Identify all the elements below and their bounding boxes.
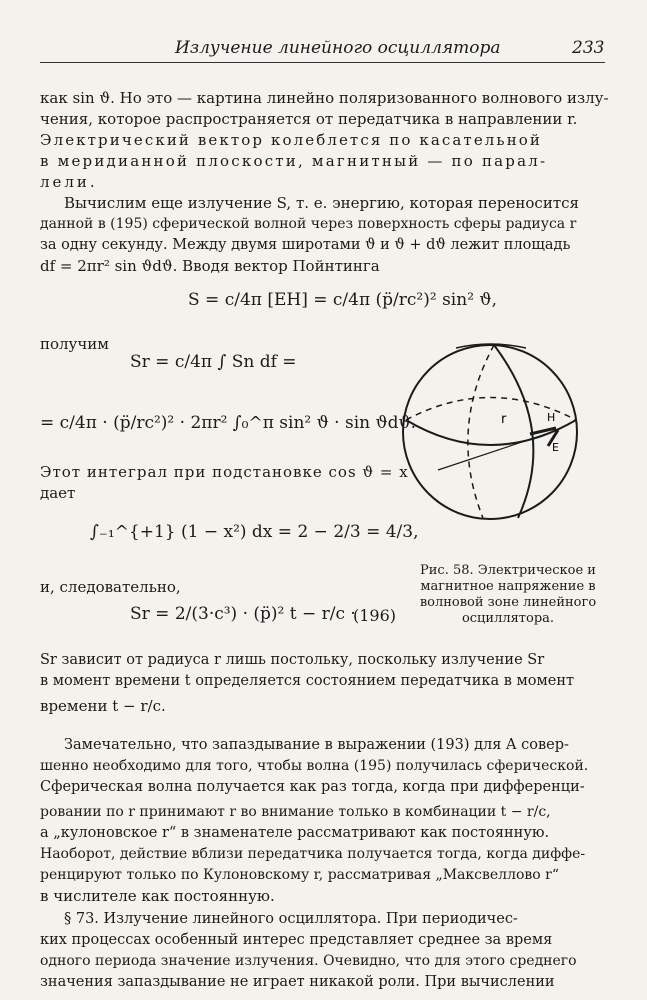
- label-r: r: [501, 412, 507, 427]
- figure-caption-line: осциллятора.: [461, 611, 555, 626]
- text-sledovatelno: и, следовательно,: [40, 578, 181, 596]
- formula-substitution: ∫₋₁^{+1} (1 − x²) dx = 2 − 2/3 = 4/3,: [90, 522, 419, 542]
- radius-line: [438, 430, 558, 470]
- body-line: а „кулоновское r“ в знаменателе рассматривают как постоянную.: [40, 825, 550, 841]
- running-header-title: Излучение линейного осциллятора: [175, 38, 501, 58]
- body-line: ровании по r принимают r во внимание только в комбинации t − r/c,: [40, 804, 551, 820]
- figure-caption-line: Рис. 58. Электрическое и: [420, 563, 596, 578]
- body-line: Sr зависит от радиуса r лишь постольку, поскольку излучение Sr: [40, 652, 545, 668]
- body-line: Сферическая волна получается как раз тогда, когда при дифференци-: [40, 779, 585, 795]
- body-line: Электрический вектор колеблется по касательной: [40, 131, 543, 149]
- body-line: за одну секунду. Между двумя широтами ϑ и ϑ + dϑ лежит площадь: [40, 237, 571, 253]
- text-integral-substitution: Этот интеграл при подстановке cos ϑ = x: [40, 463, 409, 481]
- body-line: в момент времени t определяется состоянием передатчика в момент: [40, 673, 575, 689]
- body-line: шенно необходимо для того, чтобы волна (195) получилась сферической.: [40, 758, 589, 774]
- page-number: 233: [572, 38, 605, 58]
- header-rule: [40, 62, 605, 63]
- label-h: H: [547, 411, 556, 424]
- body-line: данной в (195) сферической волной через поверхность сферы радиуса r: [40, 216, 577, 232]
- body-line: в числителе как постоянную.: [40, 887, 275, 905]
- formula-sr-result: Sr = 2/(3·c³) · (p̈)² t − r/c ·: [130, 604, 356, 624]
- body-line: как sin ϑ. Но это — картина линейно поляризованного волнового излу-: [40, 89, 609, 107]
- formula-sr-integral: Sr = c/4π ∫ Sn df =: [130, 352, 297, 372]
- figure-caption-line: магнитное напряжение в: [420, 579, 596, 594]
- text-poluchim: получим: [40, 335, 109, 353]
- body-line: одного периода значение излучения. Очевидно, что для этого среднего: [40, 953, 577, 969]
- meridian-back: [468, 345, 494, 518]
- body-line: Замечательно, что запаздывание в выражении (193) для A совер-: [64, 737, 569, 753]
- body-line: df = 2πr² sin ϑdϑ. Вводя вектор Пойнтинга: [40, 257, 380, 275]
- equation-number: (196): [353, 606, 397, 625]
- body-line: ренцируют только по Кулоновскому r, рассматривая „Максвеллово r“: [40, 867, 560, 883]
- formula-poynting: S = c/4π [EH] = c/4π (p̈/rc²)² sin² ϑ,: [188, 290, 497, 310]
- meridian-front: [494, 345, 533, 518]
- body-line: Вычислим еще излучение S, т. е. энергию, которая переносится: [64, 194, 579, 212]
- body-line: в меридианной плоскости, магнитный — по парал-: [40, 152, 548, 170]
- figure-caption-line: волновой зоне линейного: [419, 595, 597, 610]
- figure-sphere: [398, 320, 588, 550]
- body-line: Наоборот, действие вблизи передатчика получается тогда, когда диффе-: [40, 846, 586, 862]
- formula-sr-integral-expanded: = c/4π · (p̈/rc²)² · 2πr² ∫₀^π sin² ϑ · sin ϑdϑ.: [40, 413, 417, 433]
- label-e: E: [552, 441, 559, 454]
- text-daet: дает: [40, 484, 76, 502]
- body-line: чения, которое распространяется от передатчика в направлении r.: [40, 110, 578, 128]
- body-line: ких процессах особенный интерес представляет среднее за время: [40, 932, 553, 948]
- section-heading-line: § 73. Излучение линейного осциллятора. При периодичес-: [64, 911, 518, 927]
- body-line: лели.: [40, 173, 98, 191]
- body-line: времени t − r/c.: [40, 697, 166, 715]
- body-line: значения запаздывание не играет никакой роли. При вычислении: [40, 974, 555, 990]
